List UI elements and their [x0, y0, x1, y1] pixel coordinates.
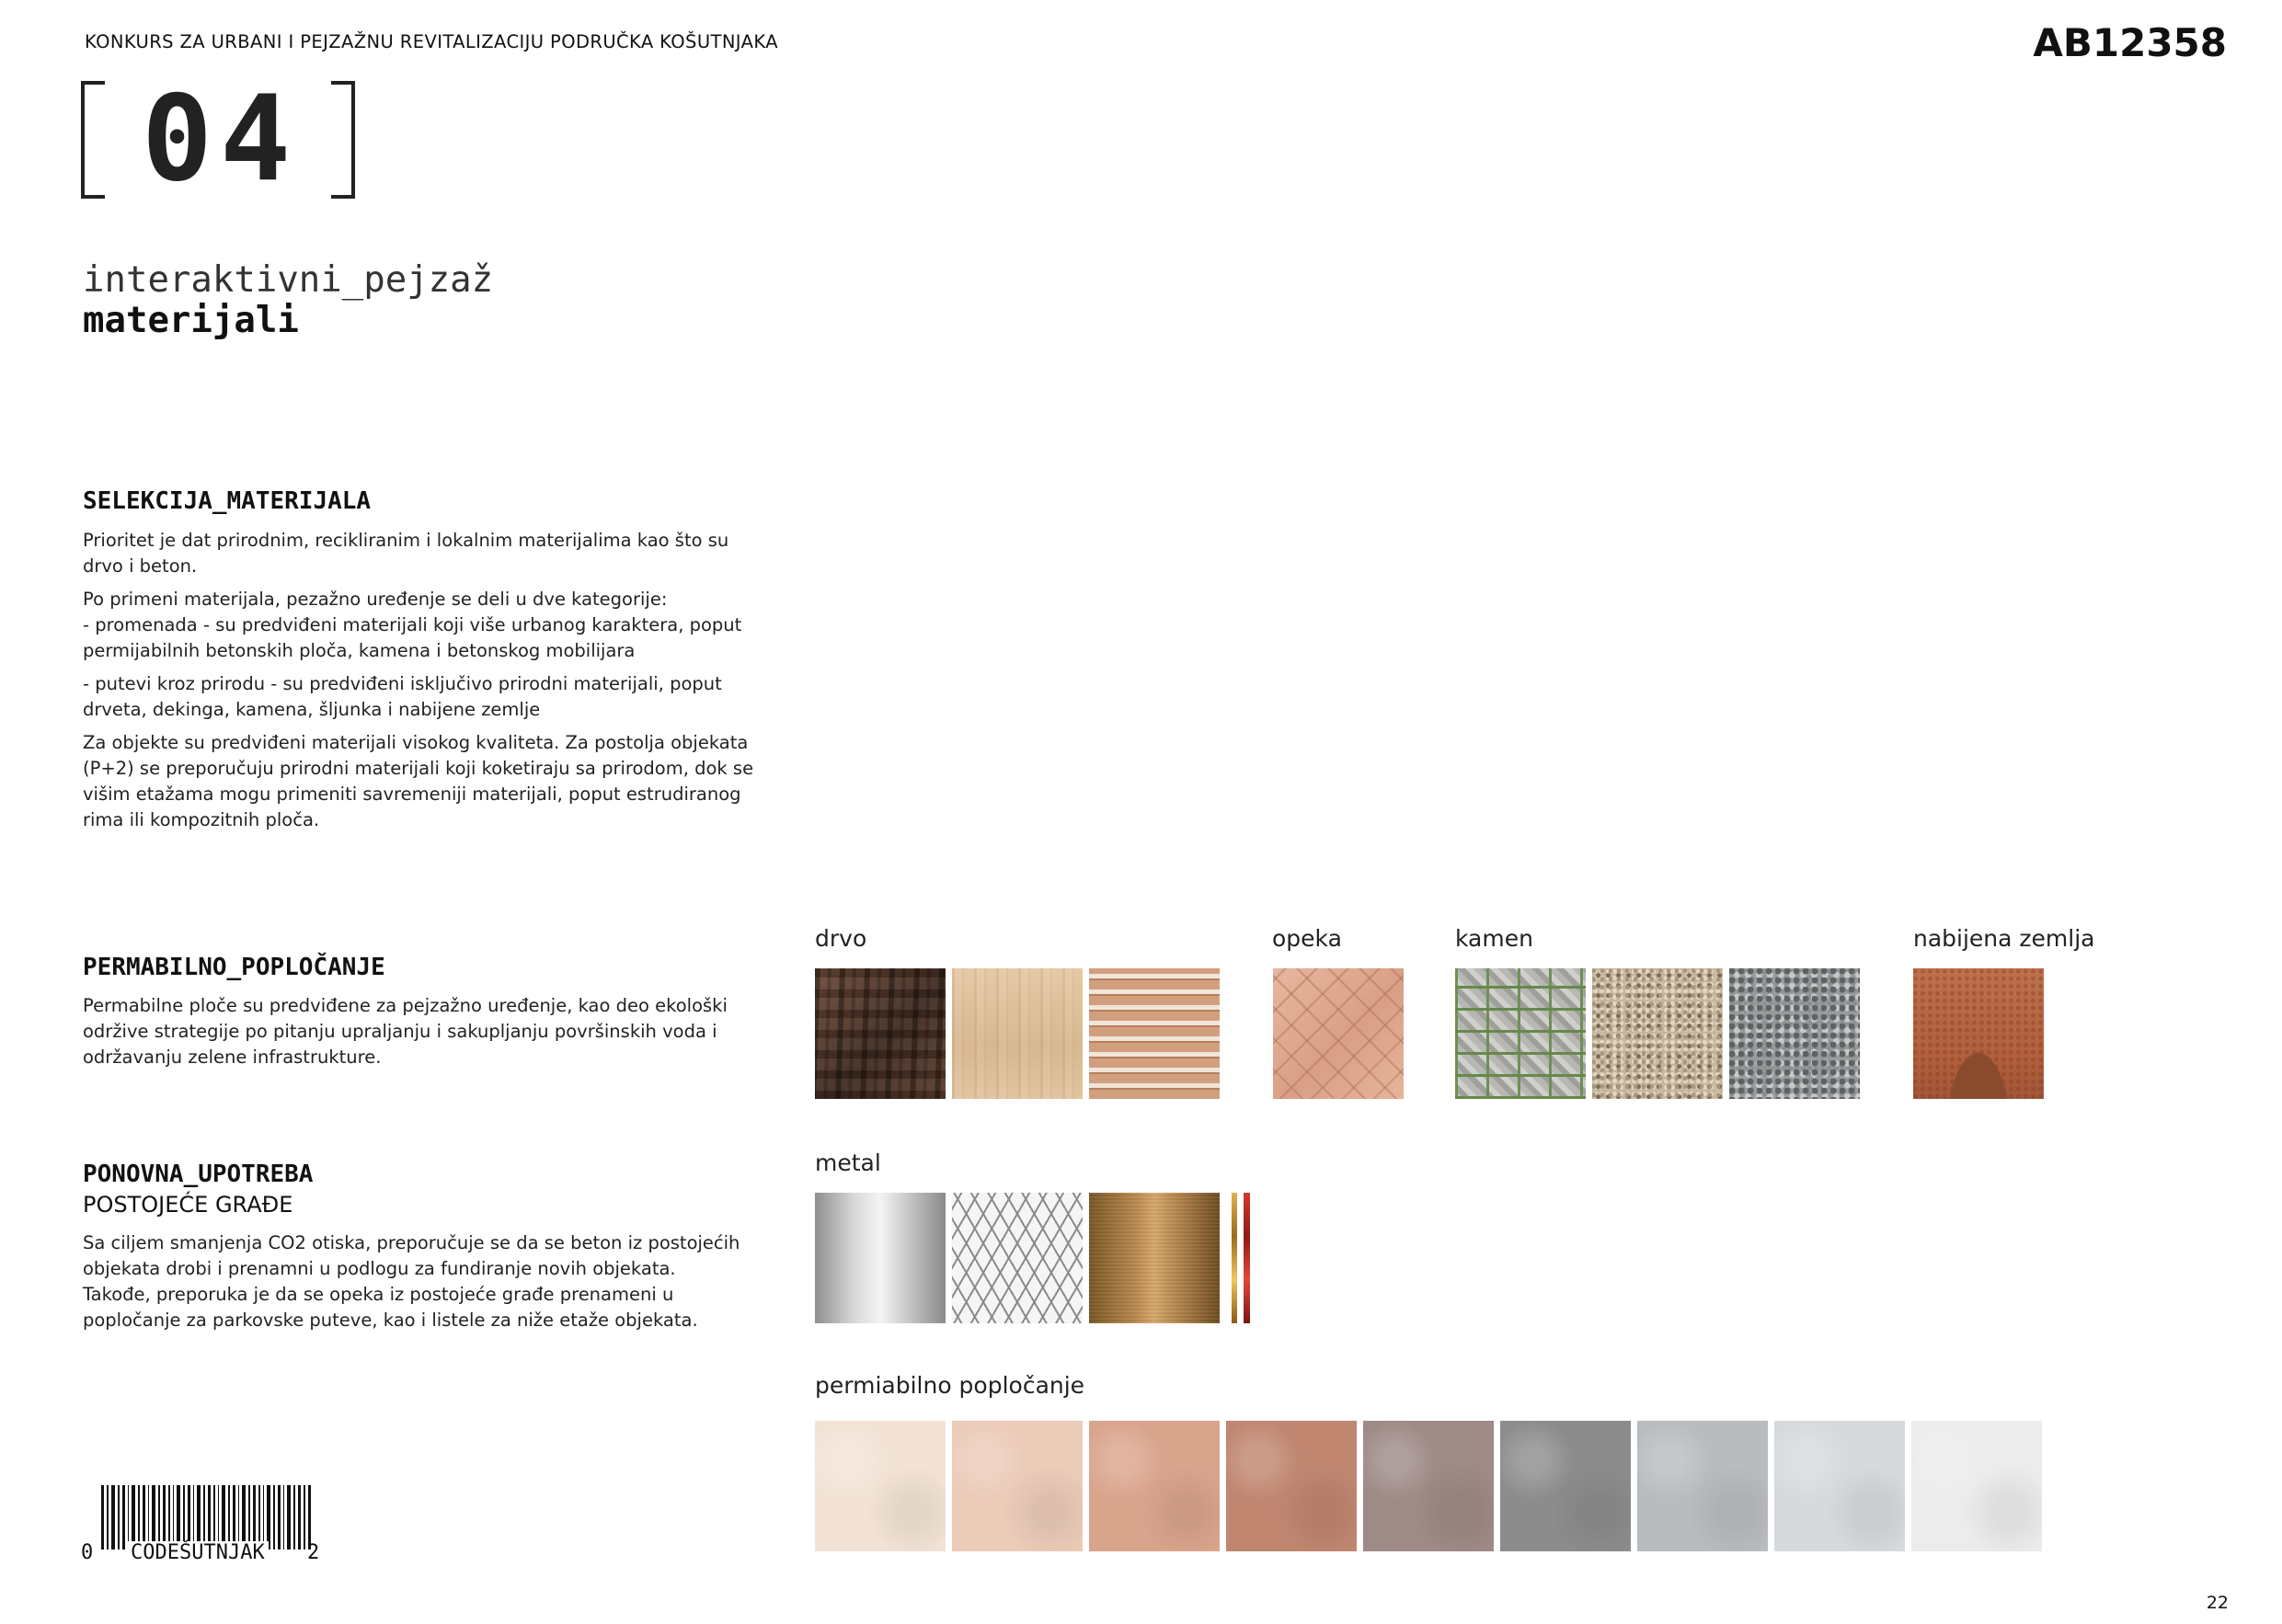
paving-swatch: [1089, 1421, 1220, 1551]
texture-gold-strip: [1232, 1193, 1237, 1323]
section-heading-selekcija: SELEKCIJA_MATERIJALA: [83, 487, 372, 515]
texture-brushed-steel: [815, 1193, 946, 1323]
paving-swatch: [1911, 1421, 2042, 1551]
paving-swatch: [952, 1421, 1083, 1551]
page-number: 22: [2206, 1593, 2229, 1613]
paragraph: Sa ciljem smanjenja CO2 otiska, preporučuje se da se beton iz postojećih objekata drobi i prenamni u podlogu za fundiranje novih objekata. Takođe, preporuka je da se opeka iz postojeće građe prenameni u popločanje za parkovske puteve, kao i listele za niže etaže objekata.: [83, 1232, 740, 1331]
paragraph: Po primeni materijala, pezažno uređenje se deli u dve kategorije: - promenada - su predviđeni materijali koji više urbanog karaktera, poput permijabilnih betonskih ploča, kamena i betonskog mobilijara: [83, 589, 742, 661]
chapter-number: 04: [142, 71, 299, 208]
texture-bark: [815, 968, 946, 1099]
texture-gravel-grey: [1729, 968, 1860, 1099]
chapter-title: interaktivni_pejzaž: [83, 259, 494, 301]
chapter-subtitle: materijali: [83, 300, 299, 341]
texture-gravel-light: [1592, 968, 1723, 1099]
material-label-zemlja: nabijena zemlja: [1913, 925, 2095, 952]
texture-bronze: [1089, 1193, 1220, 1323]
left-bracket-icon: [81, 81, 105, 199]
section-body-upotreba: [83, 1230, 763, 1341]
paving-swatch: [815, 1421, 946, 1551]
chapter-number-block: [81, 71, 355, 208]
texture-wood-slats: [1089, 968, 1220, 1099]
barcode-left-digit: 0: [81, 1541, 94, 1564]
paving-swatch: [1500, 1421, 1631, 1551]
section-heading-poplocanje: PERMABILNO_POPLOČANJE: [83, 954, 385, 981]
material-label-drvo: drvo: [815, 925, 867, 952]
material-label-metal: metal: [815, 1149, 881, 1176]
barcode-right-digit: 2: [307, 1541, 320, 1564]
paving-swatch: [1363, 1421, 1494, 1551]
material-label-poplocanje: permiabilno popločanje: [815, 1372, 1085, 1399]
texture-red-strip: [1244, 1193, 1250, 1323]
paragraph: Za objekte su predviđeni materijali visokog kvaliteta. Za postolja objekata (P+2) se preporučuju prirodni materijali koji koketiraju sa prirodom, dok se višim etažama mogu primeniti savremeniji materijali, poput estrudiranog rima ili kompozitnih ploča.: [83, 732, 754, 830]
section-body-poplocanje: [83, 993, 763, 1078]
paragraph: Permabilne ploče su predviđene za pejzažno uređenje, kao deo ekološki održive strategije po pitanju upraljanju i sakupljanju površinskih voda i održavanju zelene infrastrukture.: [83, 995, 728, 1068]
section-heading-upotreba: PONOVNA_UPOTREBA: [83, 1161, 314, 1188]
right-bracket-icon: [331, 81, 355, 199]
texture-wood-plank: [952, 968, 1083, 1099]
paving-swatch: [1226, 1421, 1357, 1551]
material-label-kamen: kamen: [1455, 925, 1533, 952]
competition-title: KONKURS ZA URBANI I PEJZAŽNU REVITALIZACIJU PODRUČKA KOŠUTNJAKA: [85, 31, 778, 52]
texture-rammed-earth: [1913, 968, 2044, 1099]
entry-code: AB12358: [2033, 20, 2227, 65]
section-body-selekcija: [83, 528, 763, 841]
paving-swatch: [1637, 1421, 1768, 1551]
paragraph: - putevi kroz prirodu - su predviđeni isključivo prirodni materijali, poput drveta, dekinga, kamena, šljunka i nabijene zemlje: [83, 673, 722, 720]
barcode-label: CODEŠUTNJAK: [127, 1541, 269, 1564]
barcode-icon: [101, 1485, 313, 1550]
texture-brick: [1273, 968, 1404, 1099]
material-label-opeka: opeka: [1272, 925, 1342, 952]
texture-metal-mesh: [952, 1193, 1083, 1323]
paragraph: Prioritet je dat prirodnim, recikliranim i lokalnim materijalima kao što su drvo i beton.: [83, 530, 729, 577]
section-subheading-upotreba: POSTOJEĆE GRAĐE: [83, 1192, 293, 1218]
paving-swatch: [1774, 1421, 1905, 1551]
texture-cobblestone: [1455, 968, 1586, 1099]
